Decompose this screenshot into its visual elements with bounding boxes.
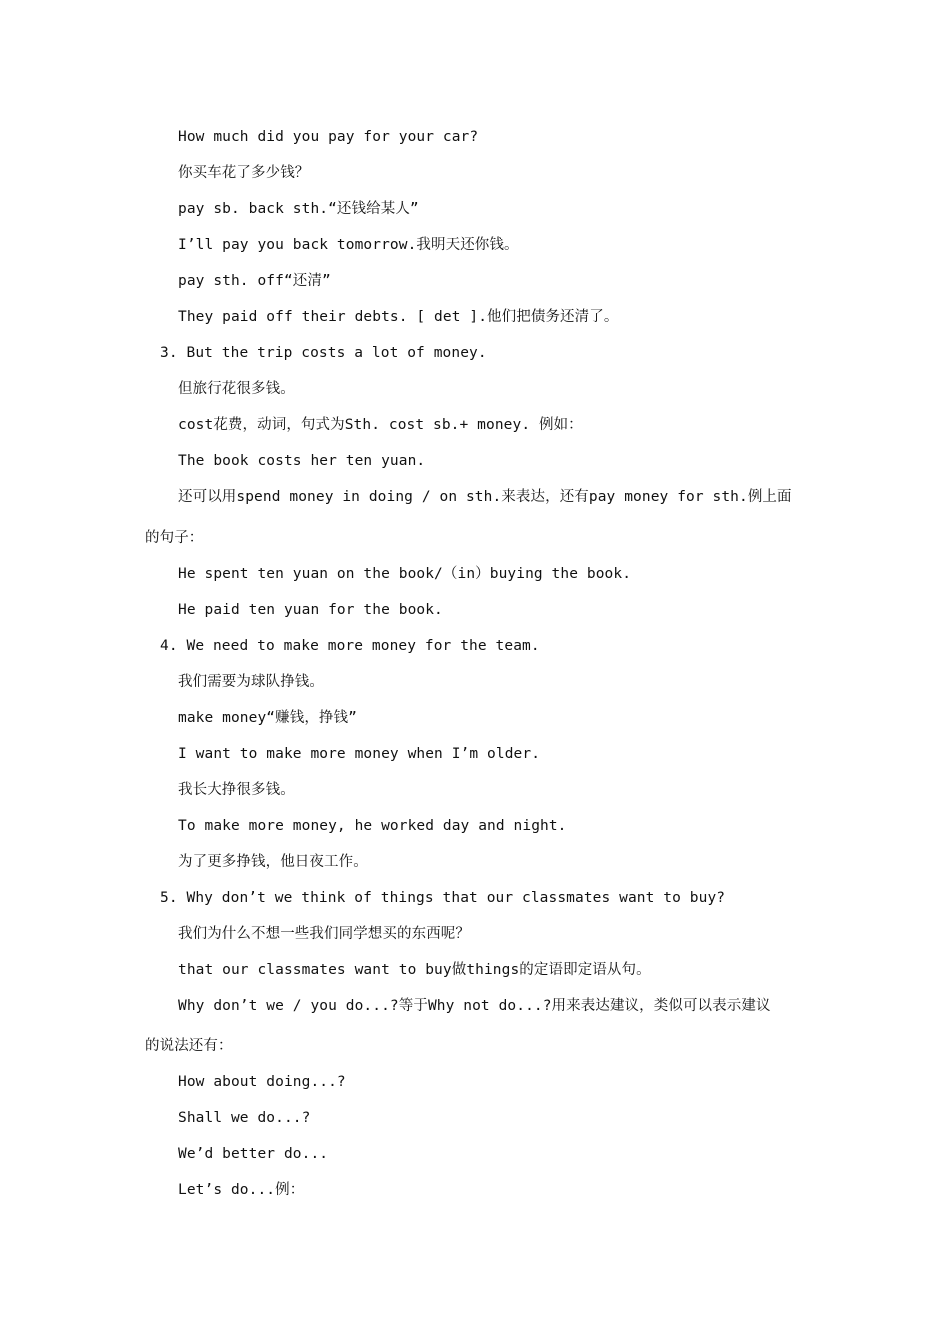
grammar-note: that our classmates want to buy做things的定语即定语从句。 [178,962,651,978]
example-sentence: How much did you pay for your car? [178,129,479,145]
suggestion-pattern: How about doing...? [178,1074,346,1090]
example-sentence: I’ll pay you back tomorrow.我明天还你钱。 [178,237,519,253]
grammar-note-continuation: 的句子： [145,530,204,546]
example-sentence: He paid ten yuan for the book. [178,602,443,618]
translation-line: 但旅行花很多钱。 [178,381,295,397]
translation-line: 你买车花了多少钱？ [178,165,310,181]
grammar-note: 还可以用spend money in doing / on sth.来表达，还有pay money for sth.例上面 [178,489,792,505]
example-sentence: To make more money, he worked day and night. [178,818,567,834]
translation-line: 为了更多挣钱，他日夜工作。 [178,854,368,870]
grammar-note: cost花费，动词，句式为Sth. cost sb.+ money. 例如： [178,417,583,433]
example-sentence: I want to make more money when I’m older. [178,746,541,762]
numbered-item-4: 4. We need to make more money for the team. [160,638,540,654]
suggestion-pattern: We’d better do... [178,1146,329,1162]
grammar-note-continuation: 的说法还有： [145,1038,233,1054]
numbered-item-5: 5. Why don’t we think of things that our classmates want to buy? [160,890,726,906]
translation-line: 我们需要为球队挣钱。 [178,674,324,690]
phrase-note: make money“赚钱，挣钱” [178,710,357,726]
numbered-item-3: 3. But the trip costs a lot of money. [160,345,487,361]
phrase-note: pay sb. back sth.“还钱给某人” [178,201,419,217]
grammar-note: Why don’t we / you do...?等于Why not do...?用来表达建议，类似可以表示建议 [178,998,771,1014]
example-sentence: They paid off their debts. [ det ].他们把债务还清了。 [178,309,619,325]
phrase-note: pay sth. off“还清” [178,273,331,289]
translation-line: 我们为什么不想一些我们同学想买的东西呢？ [178,926,470,942]
suggestion-pattern: Shall we do...? [178,1110,311,1126]
example-sentence: The book costs her ten yuan. [178,453,426,469]
suggestion-pattern: Let’s do...例： [178,1182,305,1198]
translation-line: 我长大挣很多钱。 [178,782,295,798]
example-sentence: He spent ten yuan on the book/（in）buying the book. [178,566,632,582]
